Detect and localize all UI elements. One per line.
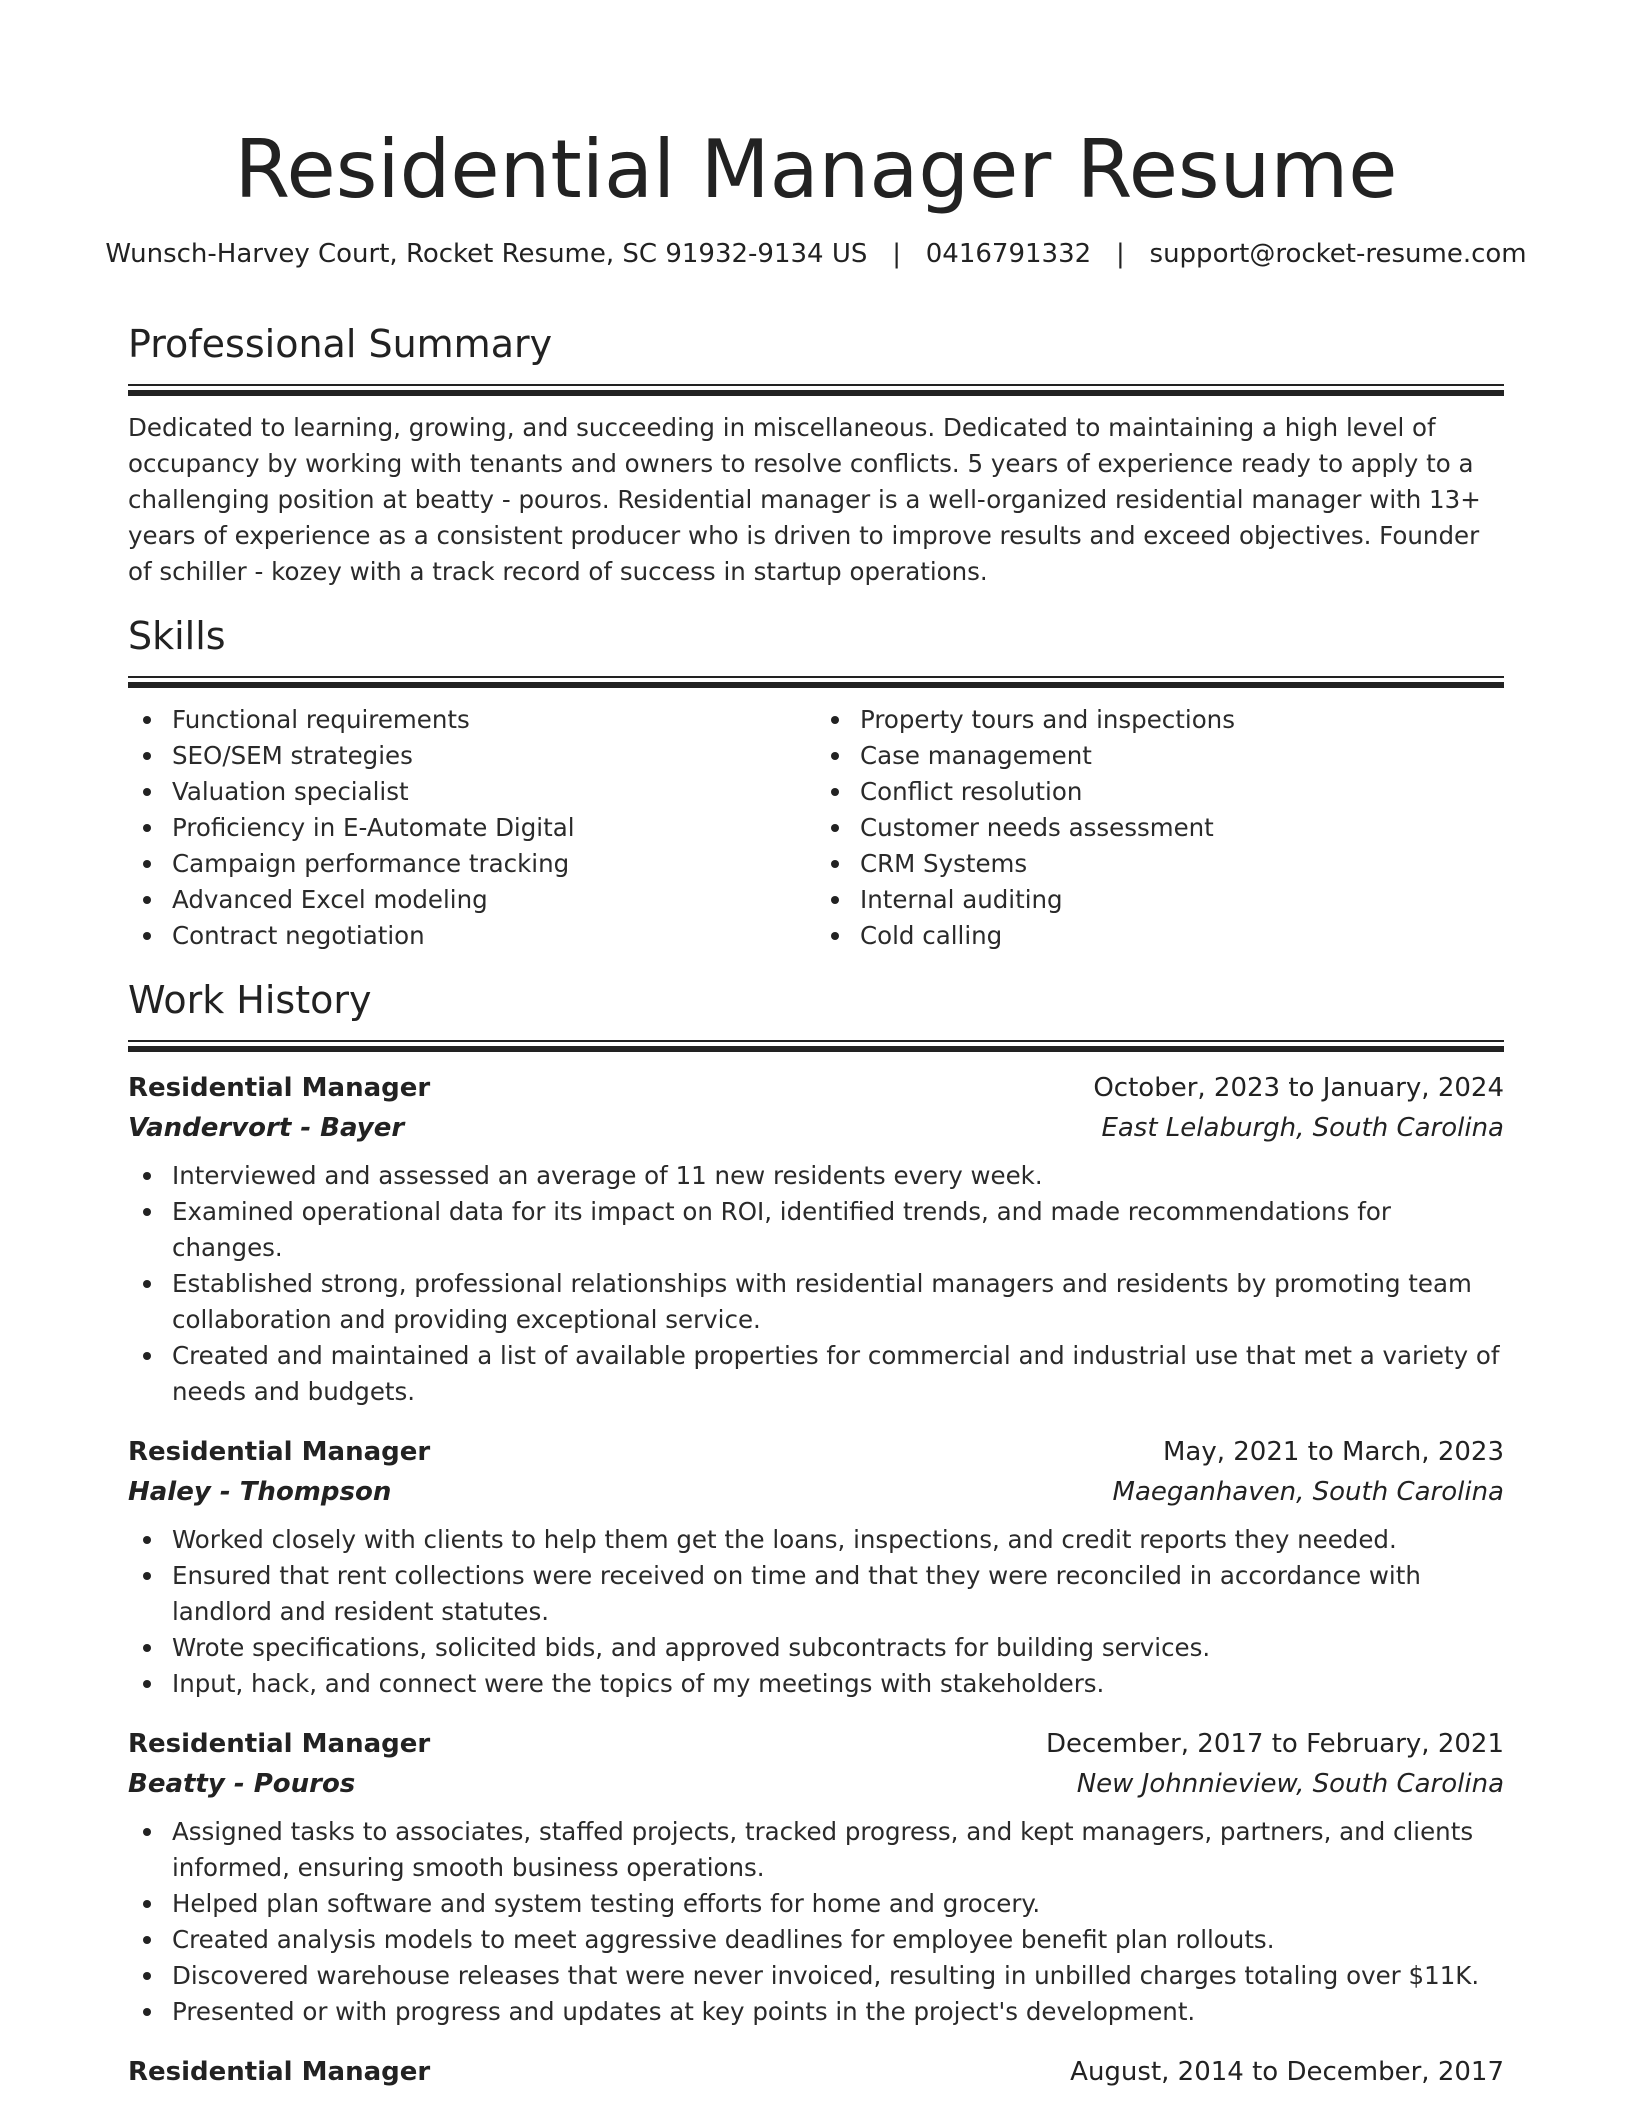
work-history-section	[128, 974, 1504, 2092]
section-divider	[128, 1040, 1504, 1052]
contact-email: support@rocket-resume.com	[1149, 239, 1527, 269]
summary-text: Dedicated to learning, growing, and succeeding in miscellaneous. Dedicated to maintaining a high level of occupancy by working with tenants and owners to resolve conflicts. 5 years of experience ready to apply to a challenging position at beatty - pouros. Residential manager is a well-organized residential manager with 13+ years of experience as a consistent producer who is driven to improve results and exceed objectives. Founder of schiller - kozey with a track record of success in startup operations.	[128, 413, 1481, 586]
duty-item: Wrote specifications, solicited bids, and approved subcontracts for building services.	[128, 1630, 1504, 1666]
work-history-heading: Work History	[128, 978, 372, 1022]
job-company: Haley - Thompson	[128, 1477, 392, 1507]
skill-item: Contract negotiation	[128, 918, 816, 954]
job-title-row	[128, 1068, 1504, 1108]
skill-item: CRM Systems	[816, 846, 1504, 882]
contact-separator: |	[1115, 239, 1125, 269]
skills-list-left	[128, 702, 816, 954]
duty-item: Helped plan software and system testing efforts for home and grocery.	[128, 1886, 1504, 1922]
skill-item: Property tours and inspections	[816, 702, 1504, 738]
job-title-row	[128, 1724, 1504, 1764]
duty-item: Worked closely with clients to help them get the loans, inspections, and credit reports they needed.	[128, 1522, 1504, 1558]
job-dates: October, 2023 to January, 2024	[1093, 1073, 1504, 1103]
job-title-row	[128, 1432, 1504, 1472]
job-entry	[128, 1432, 1504, 1702]
summary-heading: Professional Summary	[128, 322, 553, 366]
job-entry	[128, 1068, 1504, 1410]
duty-item: Created analysis models to meet aggressive deadlines for employee benefit plan rollouts.	[128, 1922, 1504, 1958]
skill-item: Customer needs assessment	[816, 810, 1504, 846]
resume-title: Residential Manager Resume	[234, 123, 1398, 216]
job-company-row	[128, 1108, 1504, 1148]
job-title: Residential Manager	[128, 1437, 431, 1467]
job-entry	[128, 2052, 1504, 2092]
job-title: Residential Manager	[128, 1073, 431, 1103]
duty-item: Assigned tasks to associates, staffed projects, tracked progress, and kept managers, partners, and clients informed, ensuring smooth business operations.	[128, 1814, 1504, 1886]
job-duties	[128, 1814, 1504, 2030]
skills-list-right	[816, 702, 1504, 954]
job-duties	[128, 1522, 1504, 1702]
skill-item: SEO/SEM strategies	[128, 738, 816, 774]
skill-item: Campaign performance tracking	[128, 846, 816, 882]
job-duties	[128, 1158, 1504, 1410]
job-title-row	[128, 2052, 1504, 2092]
section-divider	[128, 384, 1504, 396]
job-location: Maeganhaven, South Carolina	[1112, 1477, 1504, 1507]
job-company-row	[128, 1764, 1504, 1804]
duty-item: Examined operational data for its impact on ROI, identified trends, and made recommendations for changes.	[128, 1194, 1504, 1266]
contact-line	[0, 236, 1632, 272]
skills-heading: Skills	[128, 614, 226, 658]
skill-item: Advanced Excel modeling	[128, 882, 816, 918]
summary-section	[128, 318, 1504, 590]
job-dates: August, 2014 to December, 2017	[1070, 2057, 1504, 2087]
resume-content	[128, 318, 1504, 2092]
contact-phone: 0416791332	[925, 239, 1092, 269]
skills-section	[128, 610, 1504, 954]
section-divider	[128, 676, 1504, 688]
job-location: New Johnnieview, South Carolina	[1076, 1769, 1504, 1799]
duty-item: Input, hack, and connect were the topics of my meetings with stakeholders.	[128, 1666, 1504, 1702]
skill-item: Cold calling	[816, 918, 1504, 954]
duty-item: Interviewed and assessed an average of 11 new residents every week.	[128, 1158, 1504, 1194]
skill-item: Valuation specialist	[128, 774, 816, 810]
job-company: Vandervort - Bayer	[128, 1113, 405, 1143]
contact-address: Wunsch-Harvey Court, Rocket Resume, SC 91932-9134 US	[105, 239, 868, 269]
job-dates: December, 2017 to February, 2021	[1045, 1729, 1504, 1759]
duty-item: Discovered warehouse releases that were never invoiced, resulting in unbilled charges totaling over $11K.	[128, 1958, 1504, 1994]
job-company-row	[128, 1472, 1504, 1512]
duty-item: Ensured that rent collections were received on time and that they were reconciled in accordance with landlord and resident statutes.	[128, 1558, 1504, 1630]
skill-item: Proficiency in E-Automate Digital	[128, 810, 816, 846]
skill-item: Case management	[816, 738, 1504, 774]
duty-item: Established strong, professional relationships with residential managers and residents by promoting team collaboration and providing exceptional service.	[128, 1266, 1504, 1338]
job-entry	[128, 1724, 1504, 2030]
skill-item: Functional requirements	[128, 702, 816, 738]
skills-columns	[128, 702, 1504, 954]
job-company: Beatty - Pouros	[128, 1769, 356, 1799]
duty-item: Presented or with progress and updates at key points in the project's development.	[128, 1994, 1504, 2030]
contact-separator: |	[892, 239, 901, 269]
job-title: Residential Manager	[128, 1729, 431, 1759]
skill-item: Internal auditing	[816, 882, 1504, 918]
job-title: Residential Manager	[128, 2057, 431, 2087]
job-location: East Lelaburgh, South Carolina	[1101, 1113, 1504, 1143]
job-dates: May, 2021 to March, 2023	[1162, 1437, 1504, 1467]
skill-item: Conflict resolution	[816, 774, 1504, 810]
duty-item: Created and maintained a list of available properties for commercial and industrial use that met a variety of needs and budgets.	[128, 1338, 1504, 1410]
